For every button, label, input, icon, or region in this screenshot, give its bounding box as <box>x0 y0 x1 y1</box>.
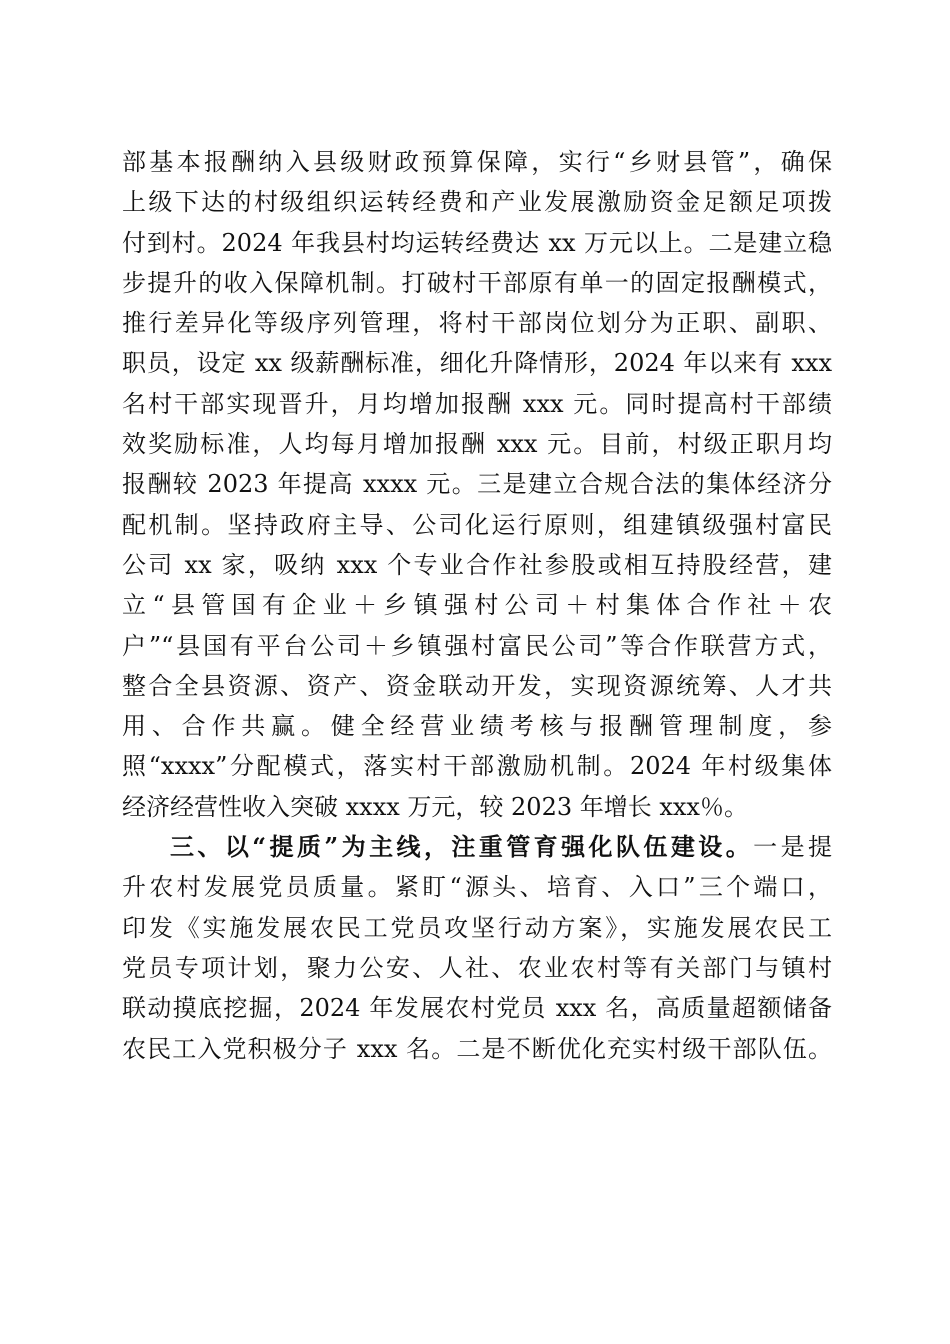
text-line: 报酬较 2023 年提高 xxxx 元。三是建立合规合法的集体经济分 <box>122 470 832 499</box>
section-heading: 三、以“提质”为主线，注重管育强化队伍建设。 <box>170 832 754 862</box>
text-line: 立“县管国有企业＋乡镇强村公司＋村集体合作社＋农 <box>122 591 832 620</box>
text-line: 党员专项计划，聚力公安、人社、农业农村等有关部门与镇村 <box>122 953 832 982</box>
text-line: 推行差异化等级序列管理，将村干部岗位划分为正职、副职、 <box>122 309 832 338</box>
text-line: 职员，设定 xx 级薪酬标准，细化升降情形，2024 年以来有 xxx <box>122 349 832 378</box>
text-line: 名村干部实现晋升，月均增加报酬 xxx 元。同时提高村干部绩 <box>122 389 832 418</box>
heading-continuation: 一是提 <box>753 833 833 862</box>
text-line: 步提升的收入保障机制。打破村干部原有单一的固定报酬模式， <box>122 268 832 297</box>
text-line: 配机制。坚持政府主导、公司化运行原则，组建镇级强村富民 <box>122 510 832 539</box>
text-line: 户”“县国有平台公司＋乡镇强村富民公司”等合作联营方式， <box>122 631 832 660</box>
text-line: 上级下达的村级组织运转经费和产业发展激励资金足额足项拨 <box>122 188 832 217</box>
text-line: 印发《实施发展农民工党员攻坚行动方案》，实施发展农民工 <box>122 913 832 942</box>
text-line: 整合全县资源、资产、资金联动开发，实现资源统筹、人才共 <box>122 671 832 700</box>
paragraph-team-building <box>122 827 832 1069</box>
text-line: 升农村发展党员质量。紧盯“源头、培育、入口”三个端口， <box>122 873 832 902</box>
text-line: 公司 xx 家，吸纳 xxx 个专业合作社参股或相互持股经营，建 <box>122 550 832 579</box>
paragraph-reward-mechanism <box>122 142 832 827</box>
text-line: 照“xxxx”分配模式，落实村干部激励机制。2024 年村级集体 <box>122 752 832 781</box>
paragraph-first-line <box>122 827 832 867</box>
text-line: 经济经营性收入突破 xxxx 万元，较 2023 年增长 xxx％。 <box>122 792 748 821</box>
document-body <box>122 142 832 1069</box>
text-line: 用、合作共赢。健全经营业绩考核与报酬管理制度，参 <box>122 712 832 741</box>
text-line: 农民工入党积极分子 xxx 名。二是不断优化充实村级干部队伍。 <box>122 1034 832 1063</box>
text-line: 部基本报酬纳入县级财政预算保障，实行“乡财县管”，确保 <box>122 148 832 176</box>
text-line: 付到村。2024 年我县村均运转经费达 xx 万元以上。二是建立稳 <box>122 228 832 257</box>
text-line: 效奖励标准，人均每月增加报酬 xxx 元。目前，村级正职月均 <box>122 430 832 459</box>
text-line: 联动摸底挖掘，2024 年发展农村党员 xxx 名，高质量超额储备 <box>122 994 832 1023</box>
